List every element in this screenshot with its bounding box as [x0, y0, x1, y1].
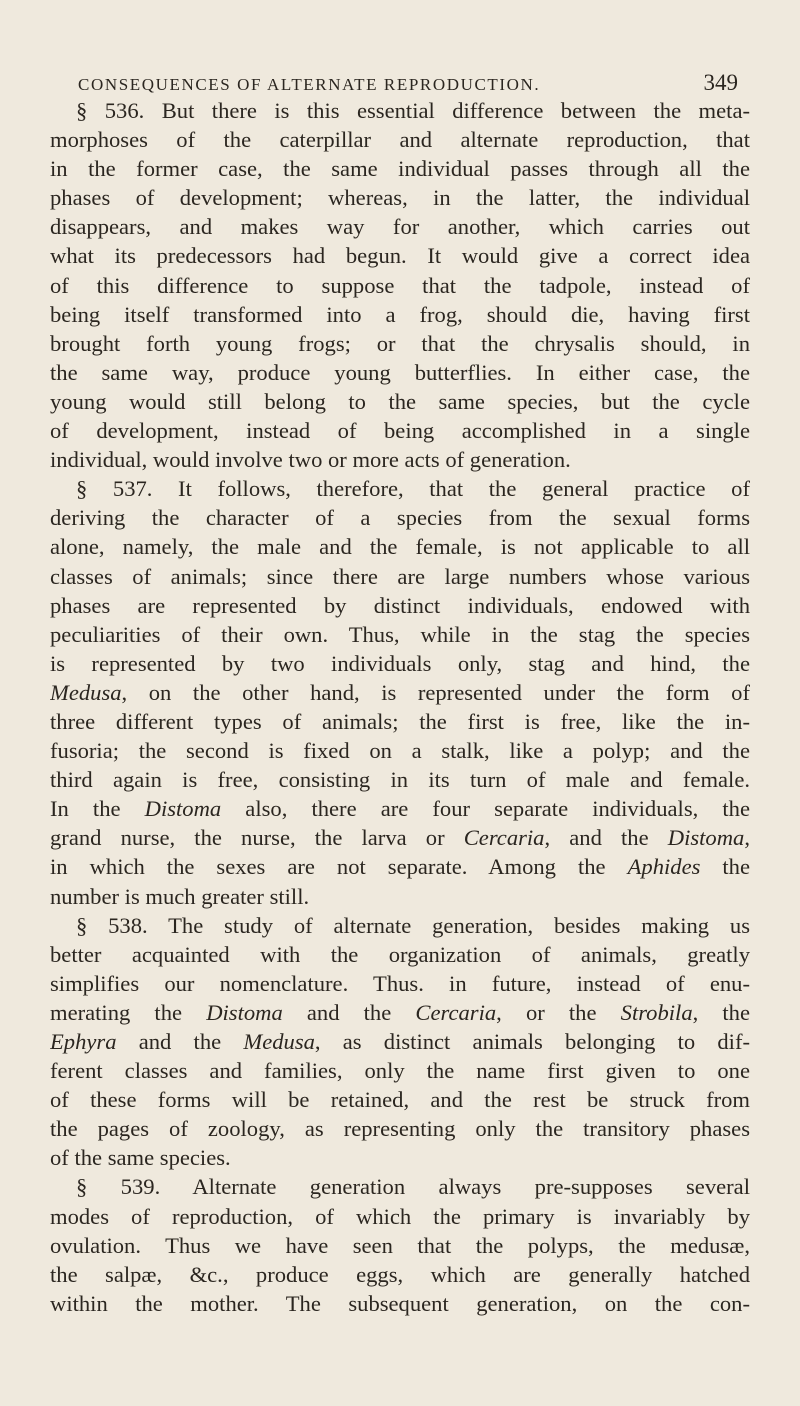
text-line: in the former case, the same individual passes through all the [50, 156, 750, 182]
text-line: peculiarities of their own. Thus, while in the stag the species [50, 621, 750, 647]
text-line: three different types of animals; the first is free, like the in- [50, 708, 750, 734]
text-line: § 537. It follows, therefore, that the general practice of [76, 476, 750, 502]
text-line: young would still belong to the same species, but the cycle [50, 388, 750, 414]
text-line: third again is free, consisting in its turn of male and female. [50, 767, 750, 793]
text-line: brought forth young frogs; or that the chrysalis should, in [50, 330, 750, 356]
text-line: individual, would involve two or more acts of generation. [50, 447, 571, 473]
text-line: the pages of zoology, as representing only the transitory phases [50, 1116, 750, 1142]
text-line: of development, instead of being accomplished in a single [50, 418, 750, 444]
text-line: phases are represented by distinct individuals, endowed with [50, 592, 750, 618]
text-line: simplifies our nomenclature. Thus. in future, instead of enu- [50, 970, 750, 996]
text-line: fusoria; the second is fixed on a stalk, like a polyp; and the [50, 738, 750, 764]
body-text [50, 96, 750, 1318]
text-line: Ephyra and the Medusa, as distinct animals belonging to dif- [50, 1029, 750, 1054]
text-line: the same way, produce young butterflies. In either case, the [50, 359, 750, 385]
text-line: ovulation. Thus we have seen that the polyps, the medusæ, [50, 1232, 750, 1258]
page-header [78, 70, 738, 96]
text-line: § 536. But there is this essential difference between the meta- [76, 98, 750, 123]
text-line: being itself transformed into a frog, should die, having first [50, 301, 750, 327]
text-line: classes of animals; since there are large numbers whose various [50, 563, 750, 589]
text-line: In the Distoma also, there are four separate individuals, the [50, 796, 750, 822]
text-line: Medusa, on the other hand, is represented under the form of [50, 679, 750, 705]
running-head: CONSEQUENCES OF ALTERNATE REPRODUCTION. [78, 75, 541, 94]
text-line: better acquainted with the organization of animals, greatly [50, 941, 750, 967]
text-line: grand nurse, the nurse, the larva or Cercaria, and the Distoma, [50, 825, 750, 851]
text-line: merating the Distoma and the Cercaria, or the Strobila, the [50, 999, 750, 1025]
text-line: phases of development; whereas, in the latter, the individual [50, 185, 750, 211]
text-line: § 538. The study of alternate generation, besides making us [76, 912, 750, 938]
text-line: alone, namely, the male and the female, is not applicable to all [50, 534, 750, 560]
text-line: the salpæ, &c., produce eggs, which are generally hatched [50, 1261, 750, 1287]
page-number: 349 [703, 70, 738, 95]
text-line: what its predecessors had begun. It would give a correct idea [50, 243, 750, 269]
text-line: § 539. Alternate generation always pre-supposes several [76, 1174, 750, 1200]
text-line: of the same species. [50, 1145, 231, 1171]
text-line: morphoses of the caterpillar and alternate reproduction, that [50, 127, 750, 153]
text-line: deriving the character of a species from the sexual forms [50, 505, 750, 531]
text-line: of this difference to suppose that the tadpole, instead of [50, 272, 750, 298]
text-line: of these forms will be retained, and the rest be struck from [50, 1087, 750, 1113]
text-line: in which the sexes are not separate. Among the Aphides the [50, 854, 750, 880]
text-line: within the mother. The subsequent generation, on the con- [50, 1290, 750, 1316]
text-line: ferent classes and families, only the name first given to one [50, 1058, 750, 1084]
text-line: is represented by two individuals only, stag and hind, the [50, 650, 750, 676]
text-line: disappears, and makes way for another, which carries out [50, 214, 750, 240]
text-line: modes of reproduction, of which the primary is invariably by [50, 1203, 750, 1229]
text-line: number is much greater still. [50, 883, 310, 909]
